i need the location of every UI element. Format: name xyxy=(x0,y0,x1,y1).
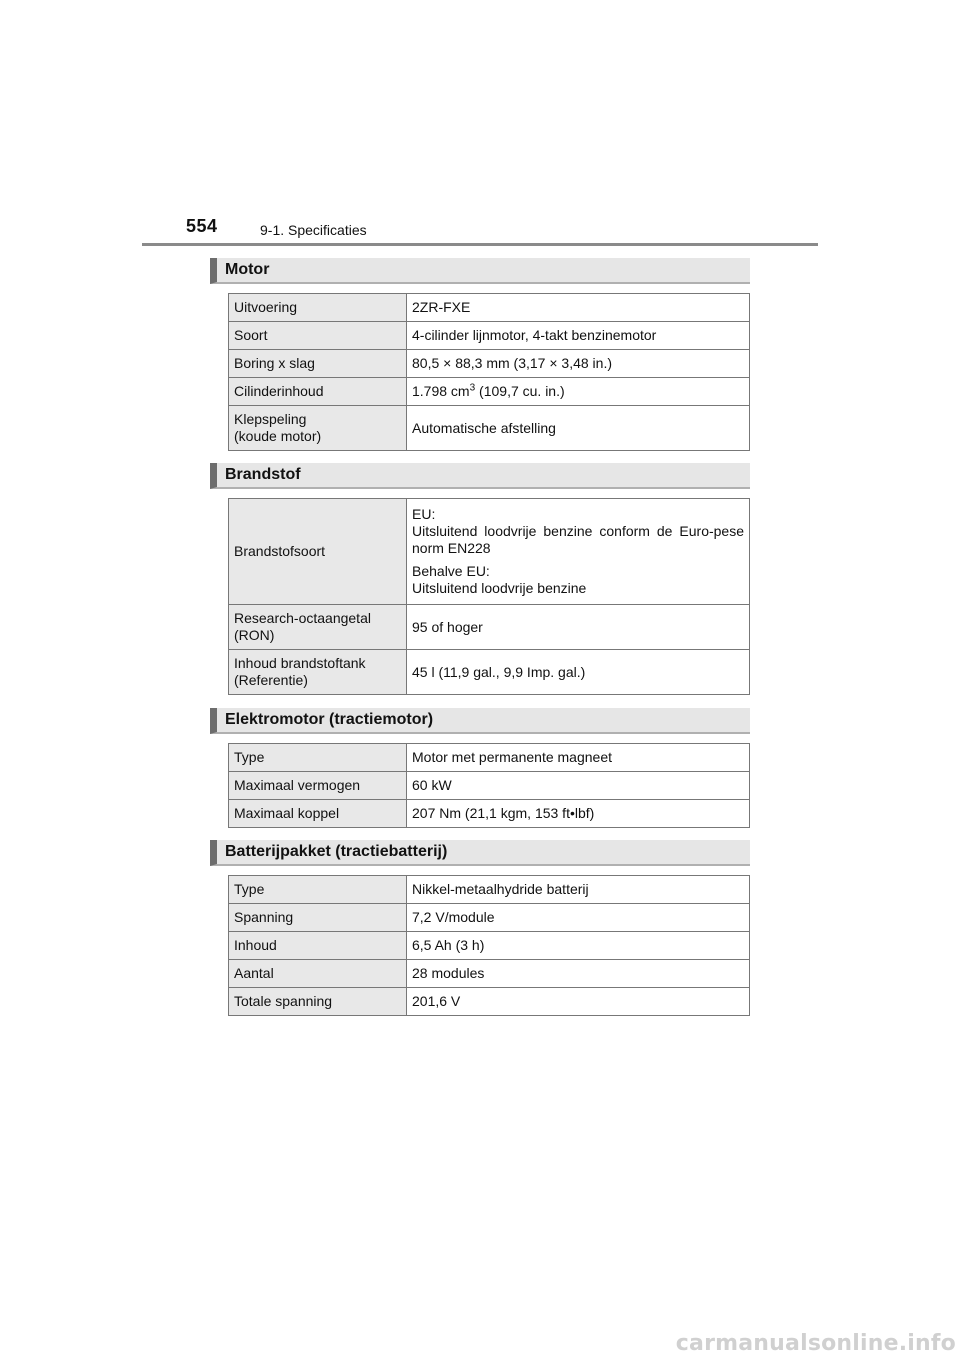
row-label: Boring x slag xyxy=(229,350,407,378)
row-label: Totale spanning xyxy=(229,988,407,1016)
row-label xyxy=(229,605,407,650)
label-line: (koude motor) xyxy=(234,428,322,444)
section-motor xyxy=(210,258,750,451)
table-row xyxy=(229,800,750,828)
row-label: Uitvoering xyxy=(229,294,407,322)
section-electric-motor xyxy=(210,708,750,828)
row-label: Brandstofsoort xyxy=(229,499,407,605)
row-label: Type xyxy=(229,744,407,772)
row-value xyxy=(407,499,750,605)
non-eu-title: Behalve EU: xyxy=(412,563,490,579)
row-value: 45 l (11,9 gal., 9,9 Imp. gal.) xyxy=(407,650,750,695)
row-label xyxy=(229,650,407,695)
section-title-motor: Motor xyxy=(210,258,750,284)
row-label: Aantal xyxy=(229,960,407,988)
battery-spec-table xyxy=(228,875,750,1016)
electric-motor-spec-table xyxy=(228,743,750,828)
fuel-spec-table xyxy=(228,498,750,695)
row-value: 201,6 V xyxy=(407,988,750,1016)
label-line: Inhoud brandstoftank xyxy=(234,655,366,671)
label-line: Klepspeling xyxy=(234,411,307,427)
row-value: Motor met permanente magneet xyxy=(407,744,750,772)
table-row xyxy=(229,322,750,350)
row-value: 2ZR-FXE xyxy=(407,294,750,322)
table-row xyxy=(229,876,750,904)
row-label: Maximaal vermogen xyxy=(229,772,407,800)
section-battery xyxy=(210,840,750,1016)
section-title-fuel: Brandstof xyxy=(210,463,750,489)
table-row xyxy=(229,904,750,932)
table-row xyxy=(229,744,750,772)
table-row xyxy=(229,378,750,406)
non-eu-text: Uitsluitend loodvrije benzine xyxy=(412,580,587,596)
row-label xyxy=(229,406,407,451)
eu-title: EU: xyxy=(412,506,436,522)
table-row xyxy=(229,605,750,650)
row-value: 95 of hoger xyxy=(407,605,750,650)
section-fuel xyxy=(210,463,750,695)
section-path: 9-1. Specificaties xyxy=(260,222,367,238)
label-line: (RON) xyxy=(234,627,275,643)
row-value: 80,5 × 88,3 mm (3,17 × 3,48 in.) xyxy=(407,350,750,378)
label-line: Research-octaangetal xyxy=(234,610,371,626)
table-row xyxy=(229,772,750,800)
row-label: Spanning xyxy=(229,904,407,932)
eu-text: Uitsluitend loodvrije benzine conform de Euro-pese norm EN228 xyxy=(412,523,744,556)
page-number: 554 xyxy=(186,216,218,236)
row-label: Soort xyxy=(229,322,407,350)
value-superscript: 3 xyxy=(469,382,476,394)
table-row xyxy=(229,960,750,988)
table-row xyxy=(229,294,750,322)
row-value: 7,2 V/module xyxy=(407,904,750,932)
row-value: 28 modules xyxy=(407,960,750,988)
row-value xyxy=(407,378,750,406)
row-label: Type xyxy=(229,876,407,904)
section-title-battery: Batterijpakket (tractiebatterij) xyxy=(210,840,750,866)
value-text: (109,7 cu. in.) xyxy=(475,383,565,399)
section-title-electric-motor: Elektromotor (tractiemotor) xyxy=(210,708,750,734)
row-label: Cilinderinhoud xyxy=(229,378,407,406)
table-row xyxy=(229,932,750,960)
header-rule xyxy=(142,243,818,246)
row-label: Inhoud xyxy=(229,932,407,960)
table-row xyxy=(229,499,750,605)
table-row xyxy=(229,988,750,1016)
row-value: 207 Nm (21,1 kgm, 153 ft•lbf) xyxy=(407,800,750,828)
motor-spec-table xyxy=(228,293,750,451)
watermark: carmanualsonline.info xyxy=(675,1331,956,1356)
row-value: 4-cilinder lijnmotor, 4-takt benzinemotor xyxy=(407,322,750,350)
row-label: Maximaal koppel xyxy=(229,800,407,828)
table-row xyxy=(229,650,750,695)
table-row xyxy=(229,406,750,451)
row-value: 60 kW xyxy=(407,772,750,800)
value-text: 1.798 cm xyxy=(412,383,470,399)
label-line: (Referentie) xyxy=(234,672,308,688)
row-value: Nikkel-metaalhydride batterij xyxy=(407,876,750,904)
row-value: Automatische afstelling xyxy=(407,406,750,451)
row-value: 6,5 Ah (3 h) xyxy=(407,932,750,960)
table-row xyxy=(229,350,750,378)
